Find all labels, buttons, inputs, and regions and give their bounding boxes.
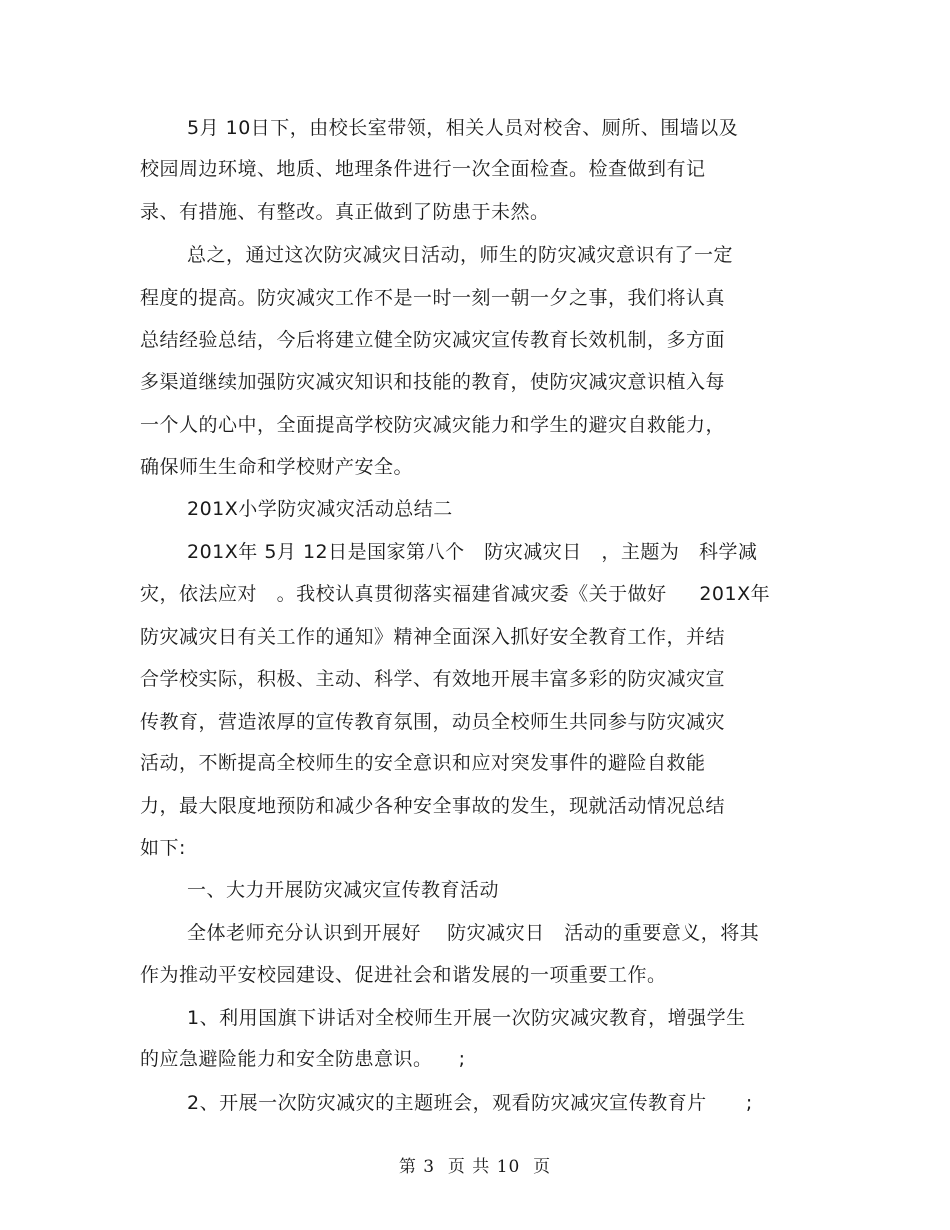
paragraph-line: 防灾减灾日有关工作的通知》精神全面深入抓好安全教育工作，并结 [140, 626, 726, 648]
paragraph-line: 一个人的心中，全面提高学校防灾减灾能力和学生的避灾自救能力， [140, 414, 726, 436]
paragraph-line: 总之，通过这次防灾减灾日活动，师生的防灾减灾意识有了一定 [187, 244, 734, 266]
paragraph-line: 传教育，营造浓厚的宣传教育氛围，动员全校师生共同参与防灾减灾 [140, 711, 726, 733]
paragraph-line: 作为推动平安校园建设、促进社会和谐发展的一项重要工作。 [140, 964, 667, 986]
paragraph-line: 力，最大限度地预防和减少各种安全事故的发生，现就活动情况总结 [140, 795, 726, 817]
section-heading: 201X小学防灾减灾活动总结二 [187, 498, 453, 520]
subsection-heading: 一、大力开展防灾减灾宣传教育活动 [187, 879, 500, 901]
paragraph-line: 灾，依法应对 。我校认真贯彻落实福建省减灾委《关于做好 201X年 [140, 583, 771, 605]
paragraph-line: 合学校实际，积极、主动、科学、有效地开展丰富多彩的防灾减灾宣 [140, 668, 726, 690]
page-number-footer: 第 3 页 共 10 页 [398, 1157, 552, 1177]
paragraph-line: 如下: [140, 837, 186, 859]
paragraph-line: 录、有措施、有整改。真正做到了防患于未然。 [140, 201, 550, 223]
paragraph-line: 活动，不断提高全校师生的安全意识和应对突发事件的避险自救能 [140, 752, 706, 774]
list-item: 1、利用国旗下讲话对全校师生开展一次防灾减灾教育，增强学生 [187, 1007, 746, 1029]
paragraph-line: 确保师生生命和学校财产安全。 [140, 456, 414, 478]
paragraph-line: 5月 10日下，由校长室带领，相关人员对校舍、厕所、围墙以及 [187, 117, 739, 139]
list-item-continuation: 的应急避险能力和安全防患意识。 ; [140, 1048, 466, 1070]
paragraph-line: 多渠道继续加强防灾减灾知识和技能的教育，使防灾减灾意识植入每 [140, 371, 726, 393]
paragraph-line: 全体老师充分认识到开展好 防灾减灾日 活动的重要意义，将其 [187, 922, 760, 944]
list-item: 2、开展一次防灾减灾的主题班会，观看防灾减灾宣传教育片 ; [187, 1092, 753, 1114]
paragraph-line: 201X年 5月 12日是国家第八个 防灾减灾日 ，主题为 科学减 [187, 541, 758, 563]
paragraph-line: 总结经验总结，今后将建立健全防灾减灾宣传教育长效机制，多方面 [140, 329, 726, 351]
paragraph-line: 校园周边环境、地质、地理条件进行一次全面检查。检查做到有记 [140, 158, 706, 180]
paragraph-line: 程度的提高。防灾减灾工作不是一时一刻一朝一夕之事，我们将认真 [140, 287, 726, 309]
